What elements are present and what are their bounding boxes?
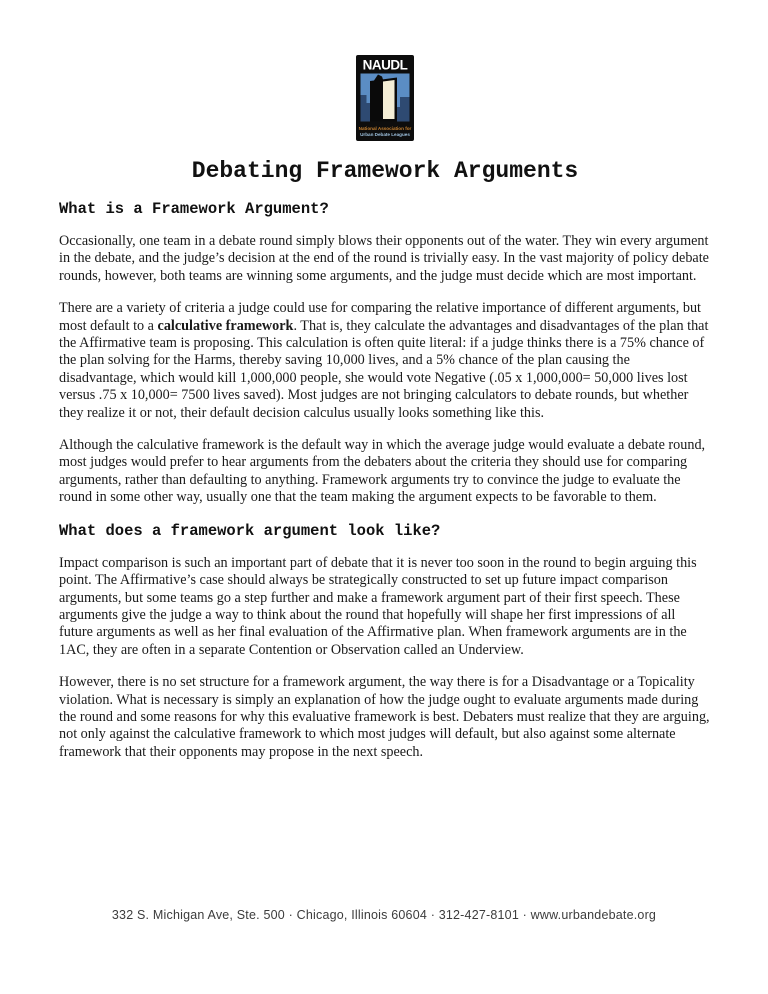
paragraph-2-run-post: . That is, they calculate the advantages and disadvantages of the plan that the Affirmative team is proposing. This calculation is often quite literal: if a judge thinks there is a 75% chance of the plan solving for the Harms, thereby saving 10,000 lives, and a 5% chance of the plan causing the disadvantage, which would kill 1,000,000 people, she would vote Negative (.05 x 1,000,000= 50,000 lives lost versus .75 x 10,000= 7500 lives saved). Most judges are not bringing calculators to debate rounds, but whether they realize it or not, their default decision calculus usually looks something like this.	[59, 317, 709, 421]
paragraph-1: Occasionally, one team in a debate round simply blows their opponents out of the water. They win every argument in the debate, and the judge’s decision at the end of the round is trivially easy. In the vast majority of policy debate rounds, however, both teams are winning some arguments, and the judge must decide which are most important.	[59, 233, 709, 284]
logo-caption-line1: National Association for	[358, 126, 412, 131]
naudl-logo	[59, 55, 711, 146]
paragraph-4: Impact comparison is such an important part of debate that it is never too soon in the round to begin arguing this point. The Affirmative’s case should always be strategically constructed to set up future impact comparison arguments, but some teams go a step further and make a framework argument part of their first speech. These arguments give the judge a way to think about the round that hopefully will shape her first impressions of all future arguments as well as her final evaluation of the Affirmative plan. When framework arguments are in the 1AC, they are often in a separate Contention or Observation called an Underview.	[59, 554, 697, 658]
section-heading-look-like: What does a framework argument look like?	[59, 521, 441, 540]
paragraph-2-bold-term: calculative framework	[157, 317, 294, 334]
footer-address: 332 S. Michigan Ave, Ste. 500 · Chicago, Illinois 60604 · 312-427-8101 · www.urbandebate.org	[111, 908, 657, 922]
section-heading-what-is: What is a Framework Argument?	[59, 200, 329, 218]
building-icon	[370, 75, 397, 122]
naudl-acronym-text: NAUDL	[362, 57, 408, 73]
page-title: Debating Framework Arguments	[191, 158, 579, 184]
paragraph-2-run-pre: There are a variety of criteria a judge could use for comparing the relative importance of different arguments, but most default to a	[59, 300, 701, 334]
naudl-logo-art	[356, 55, 414, 141]
paragraph-2	[59, 300, 711, 422]
paragraph-3: Although the calculative framework is the default way in which the average judge would evaluate a debate round, most judges would prefer to hear arguments from the debaters about the criteria they should use for comparing arguments, rather than defaulting to anything. Framework arguments try to convince the judge to evaluate the round in some other way, usually one that the team making the argument expects to be favorable to them.	[59, 437, 706, 506]
paragraph-5: However, there is no set structure for a framework argument, the way there is for a Disadvantage or a Topicality violation. What is necessary is simply an explanation of how the judge ought to evaluate arguments made during the round and some reasons for why this evaluative framework is best. Debaters must realize that they are arguing, not only against the calculative framework to which most judges will default, but also against some alternate framework that their opponents may propose in the next speech.	[59, 674, 710, 760]
logo-caption-line2: Urban Debate Leagues	[360, 132, 410, 137]
